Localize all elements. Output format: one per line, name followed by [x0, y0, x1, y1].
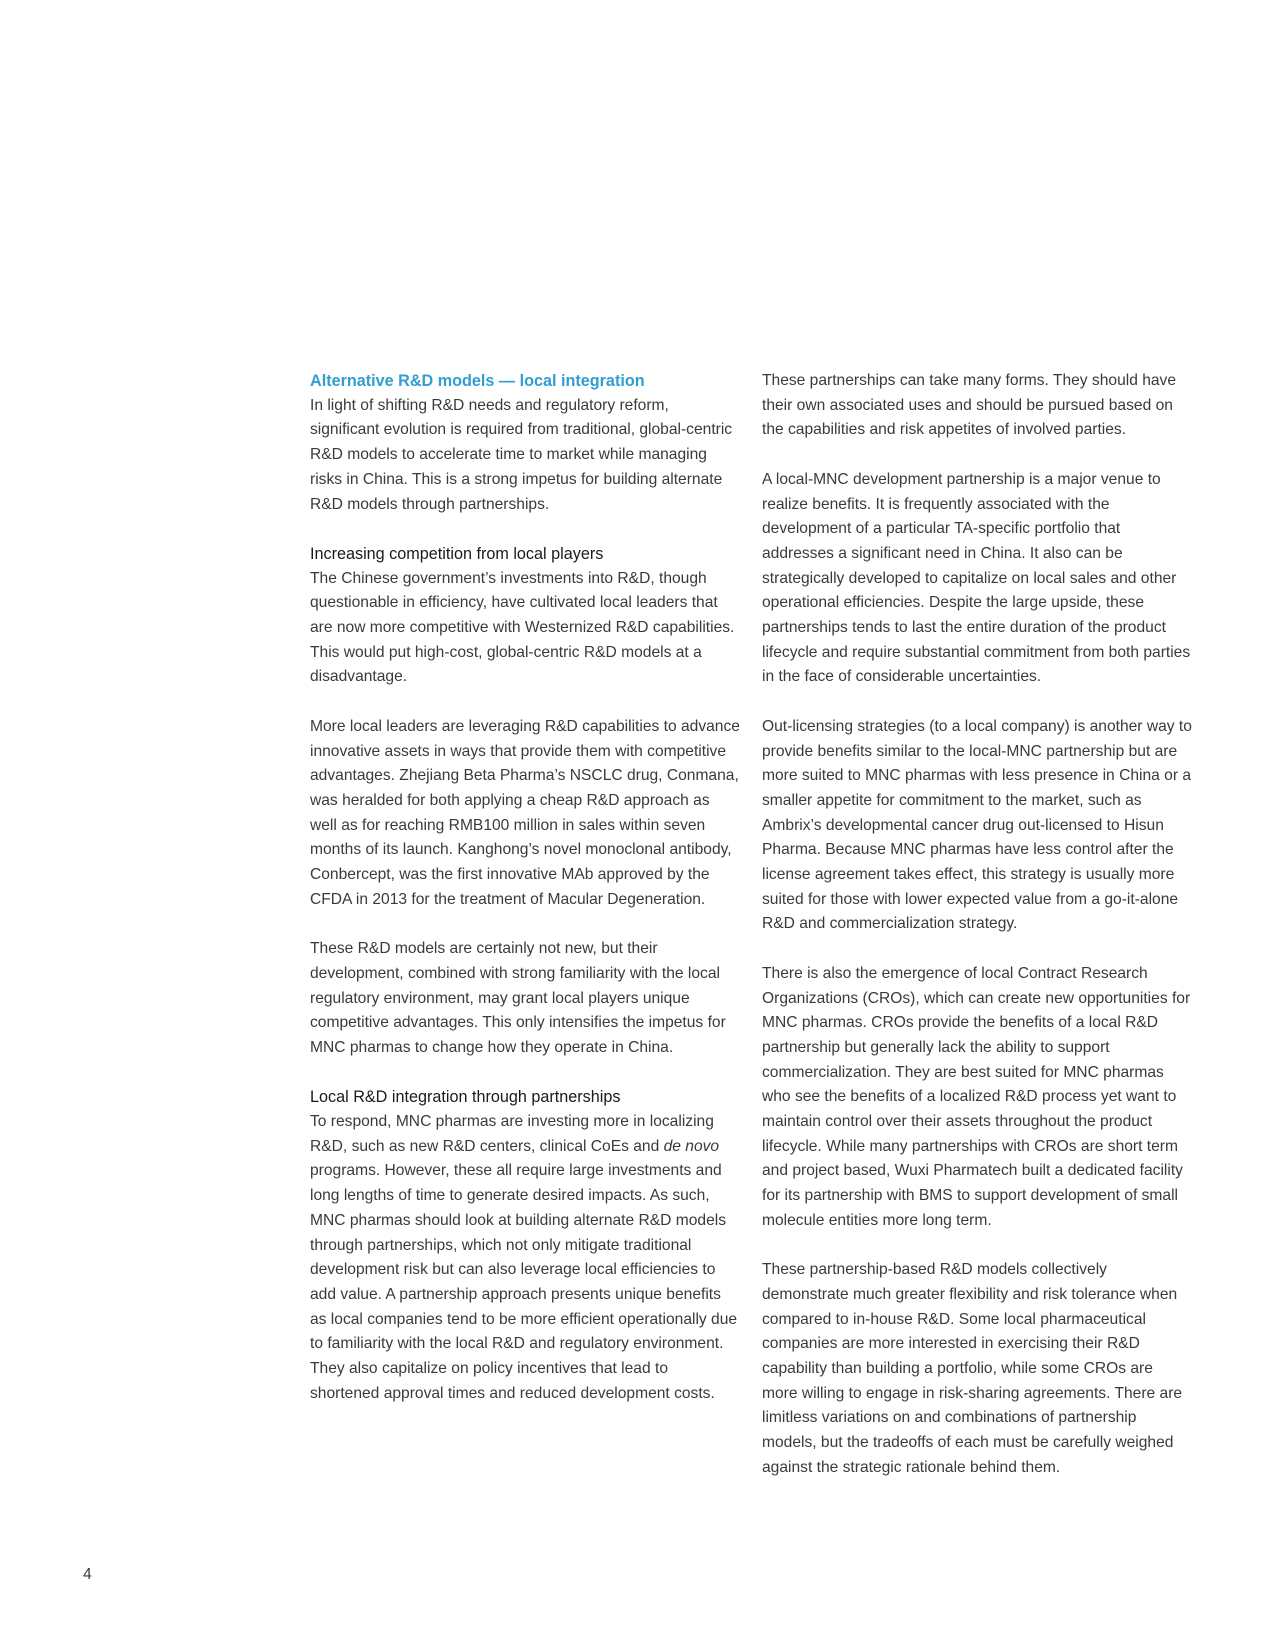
paragraph-local-mnc-partnership: A local-MNC development partnership is a major venue to realize benefits. It is frequently associated with the development of a particular TA-specific portfolio that addresses a significant need in China. It also can be strategically developed to capitalize on local sales and other operational efficiencies. Despite the large upside, these partnerships tends to last the entire duration of the product lifecycle and require substantial commitment from both parties in the face of considerable uncertainties.: [762, 470, 1191, 686]
section-title: Alternative R&D models — local integration: [310, 372, 645, 390]
intro-paragraph: In light of shifting R&D needs and regulatory reform, significant evolution is required from traditional, global-centric R&D models to accelerate time to market while managing risks in China. This is a strong impetus for building alternate R&D models through partnerships.: [310, 396, 733, 513]
paragraph-government-investment: The Chinese government’s investments into R&D, though questionable in efficiency, have cultivated local leaders that are now more competitive with Westernized R&D capabilities. This would put high-cost, global-centric R&D models at a disadvantage.: [310, 569, 735, 686]
paragraph-cros: There is also the emergence of local Contract Research Organizations (CROs), which can create new opportunities for MNC pharmas. CROs provide the benefits of a local R&D partnership but generally lack the ability to support commercialization. They are best suited for MNC pharmas who see the benefits of a localized R&D process yet want to maintain control over their assets throughout the product lifecycle. While many partnerships with CROs are short term and project based, Wuxi Pharmatech built a dedicated facility for its partnership with BMS to support development of small molecule entities more long term.: [762, 964, 1191, 1229]
left-column: [310, 369, 740, 1406]
page-number: 4: [83, 1566, 92, 1583]
paragraph-partnership-forms: These partnerships can take many forms. They should have their own associated uses and should be pursued based on the capabilities and risk appetites of involved parties.: [762, 372, 1177, 439]
paragraph-rd-models: These R&D models are certainly not new, but their development, combined with strong familiarity with the local regulatory environment, may grant local players unique competitive advantages. This only intensifies the impetus for MNC pharmas to change how they operate in China.: [310, 940, 726, 1056]
paragraph-local-leaders: More local leaders are leveraging R&D capabilities to advance innovative assets in ways that provide them with competitive advantages. Zhejiang Beta Pharma’s NSCLC drug, Conmana, was heralded for both applying a cheap R&D approach as well as for reaching RMB100 million in sales within seven months of its launch. Kanghong’s novel monoclonal antibody, Conbercept, was the first innovative MAb approved by the CFDA in 2013 for the treatment of Macular Degeneration.: [310, 717, 740, 908]
integration-text-end: programs. However, these all require large investments and long lengths of time to generate desired impacts. As such, MNC pharmas should look at building alternate R&D models through partnerships, which not only mitigate traditional development risk but can also leverage local efficiencies to add value. A partnership approach presents unique benefits as local companies tend to be more efficient operationally due to familiarity with the local R&D and regulatory environment. They also capitalize on policy incentives that lead to shortened approval times and reduced development costs.: [310, 1162, 738, 1402]
right-column: [762, 369, 1192, 1481]
subhead-local-competition: Increasing competition from local players: [310, 544, 604, 563]
integration-text-italic: de novo: [663, 1137, 720, 1155]
paragraph-flexibility: These partnership-based R&D models collectively demonstrate much greater flexibility and risk tolerance when compared to in-house R&D. Some local pharmaceutical companies are more interested in exercising their R&D capability than building a portfolio, while some CROs are more willing to engage in risk-sharing agreements. There are limitless variations on and combinations of partnership models, but the tradeoffs of each must be carefully weighed against the strategic rationale behind them.: [762, 1261, 1183, 1476]
paragraph-out-licensing: Out-licensing strategies (to a local company) is another way to provide benefits similar to the local-MNC partnership but are more suited to MNC pharmas with less presence in China or a smaller appetite for commitment to the market, such as Ambrix’s developmental cancer drug out-licensed to Hisun Pharma. Because MNC pharmas have less control after the license agreement takes effect, this strategy is usually more suited for those with lower expected value from a go-it-alone R&D and commercialization strategy.: [762, 717, 1192, 933]
subhead-local-integration: Local R&D integration through partnerships: [310, 1088, 621, 1107]
paragraph-integration: [310, 1110, 740, 1406]
integration-text-start: To respond, MNC pharmas are investing more in localizing R&D, such as new R&D centers, clinical CoEs and: [310, 1113, 714, 1155]
